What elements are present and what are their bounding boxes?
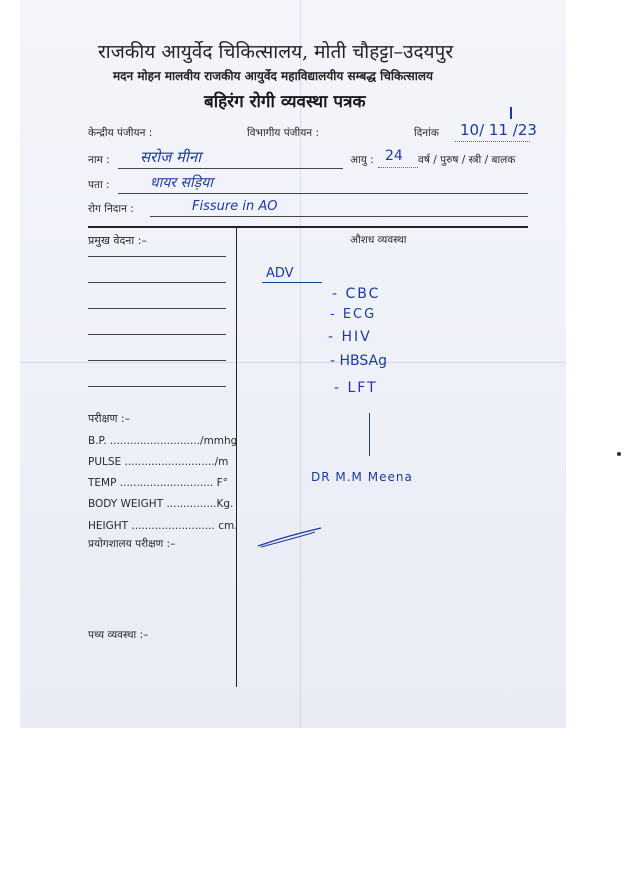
- column-divider: [236, 227, 237, 687]
- form-title: बहिरंग रोगी व्यवस्था पत्रक: [204, 92, 366, 112]
- complaint-line-1: [88, 256, 226, 257]
- pen-stroke-vertical: [369, 413, 370, 456]
- test-hiv: - HIV: [328, 329, 372, 345]
- treatment-label: औशध व्यवस्था: [350, 234, 407, 246]
- age-value: 24: [385, 148, 403, 164]
- complaint-line-4: [88, 334, 226, 335]
- advice-underline: [262, 282, 322, 283]
- complaint-line-6: [88, 386, 226, 387]
- address-line: [118, 193, 528, 194]
- diagnosis-value: Fissure in AO: [192, 199, 278, 214]
- height-field: HEIGHT ......................... cm.: [88, 520, 238, 532]
- gender-options: वर्ष / पुरुष / स्त्री / बालक: [418, 154, 516, 166]
- lab-tests-label: प्रयोगशालय परीक्षण :–: [88, 538, 176, 550]
- department-registration-label: विभागीय पंजीयन :: [247, 127, 319, 139]
- name-value: सरोज मीना: [140, 148, 202, 166]
- complaint-line-2: [88, 282, 226, 283]
- diet-label: पथ्य व्यवस्था :–: [88, 629, 149, 641]
- diagnosis-label: रोग निदान :: [88, 203, 134, 215]
- test-ecg: - ECG: [330, 307, 377, 322]
- age-line: [378, 167, 418, 168]
- temp-field: TEMP ............................ F°: [88, 477, 228, 489]
- pen-scribble: [255, 524, 325, 550]
- date-label: दिनांक: [414, 127, 439, 139]
- test-cbc: - CBC: [332, 286, 381, 302]
- age-label: आयु :: [350, 154, 374, 166]
- ink-mark: [510, 107, 512, 119]
- advice-heading: ADV: [266, 266, 294, 281]
- date-value: 10/ 11 /23: [460, 121, 537, 139]
- address-label: पता :: [88, 179, 110, 191]
- doctor-signature: DR M.M Meena: [311, 470, 413, 484]
- bp-field: B.P. .........................../mmhg: [88, 435, 238, 447]
- weight-field: BODY WEIGHT ...............Kg.: [88, 498, 234, 510]
- hospital-name: राजकीय आयुर्वेद चिकित्सालय, मोती चौहट्टा–उदयपुर: [98, 41, 454, 63]
- examination-label: परीक्षण :–: [88, 412, 131, 425]
- pulse-field: PULSE .........................../m: [88, 456, 229, 468]
- complaint-line-3: [88, 308, 226, 309]
- section-divider: [88, 226, 528, 228]
- affiliation-line: मदन मोहन मालवीय राजकीय आयुर्वेद महाविद्यालयीय सम्बद्ध चिकित्सालय: [113, 69, 433, 83]
- complaints-label: प्रमुख वेदना :–: [88, 234, 147, 247]
- test-lft: - LFT: [334, 380, 378, 396]
- paper-fold-horizontal: [20, 362, 566, 363]
- complaint-line-5: [88, 360, 226, 361]
- central-registration-label: केन्द्रीय पंजीयन :: [88, 127, 153, 139]
- test-hbsag: - HBSAg: [330, 353, 387, 369]
- scan-speck: [617, 452, 621, 456]
- diagnosis-line: [150, 216, 528, 217]
- name-label: नाम :: [88, 154, 110, 166]
- name-line: [118, 168, 343, 169]
- address-value: धायर सड़िया: [150, 175, 213, 191]
- date-line: [455, 141, 530, 142]
